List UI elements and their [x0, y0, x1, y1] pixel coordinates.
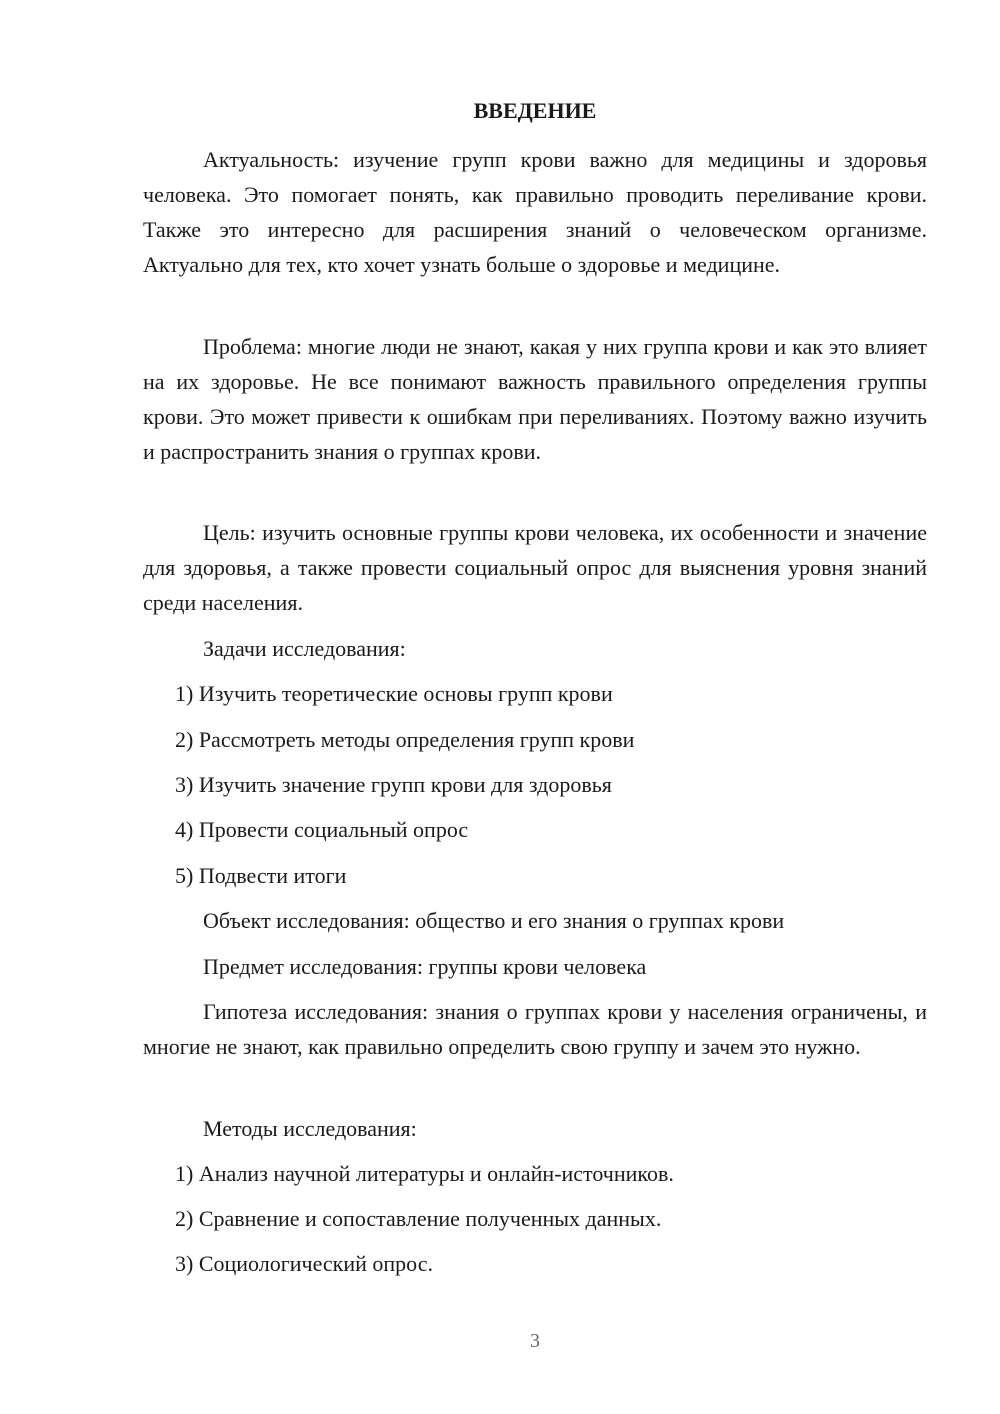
research-object: Объект исследования: общество и его знания о группах крови	[203, 908, 785, 933]
methods-heading: Методы исследования:	[203, 1116, 417, 1141]
tasks-heading: Задачи исследования:	[203, 636, 406, 661]
problem-paragraph: Проблема: многие люди не знают, какая у них группа крови и как это влияет на их здоровье. Не все понимают важность правильного определения группы крови. Это может привести к ошибкам при переливаниях. Поэтому важно изучить и распространить знания о группах крови.	[143, 334, 927, 464]
method-item: 2) Сравнение и сопоставление полученных данных.	[175, 1206, 662, 1231]
page-title: ВВЕДЕНИЕ	[473, 98, 597, 123]
hypothesis-paragraph: Гипотеза исследования: знания о группах крови у населения ограничены, и многие не знают, как правильно определить свою группу и зачем это нужно.	[143, 999, 927, 1059]
research-subject: Предмет исследования: группы крови человека	[203, 954, 647, 979]
task-item: 5) Подвести итоги	[175, 863, 347, 888]
method-item: 1) Анализ научной литературы и онлайн-источников.	[175, 1161, 674, 1186]
method-item: 3) Социологический опрос.	[175, 1251, 433, 1276]
page-number: 3	[530, 1330, 540, 1352]
document-page	[143, 0, 927, 1414]
task-item: 4) Провести социальный опрос	[175, 817, 469, 842]
goal-paragraph: Цель: изучить основные группы крови человека, их особенности и значение для здоровья, а также провести социальный опрос для выяснения уровня знаний среди населения.	[143, 520, 927, 615]
task-item: 2) Рассмотреть методы определения групп крови	[175, 727, 635, 752]
task-item: 1) Изучить теоретические основы групп крови	[175, 681, 613, 706]
task-item: 3) Изучить значение групп крови для здоровья	[175, 772, 612, 797]
relevance-paragraph: Актуальность: изучение групп крови важно для медицины и здоровья человека. Это помогает понять, как правильно проводить переливание крови. Также это интересно для расширения знаний о человеческом организме. Актуально для тех, кто хочет узнать больше о здоровье и медицине.	[143, 147, 927, 277]
